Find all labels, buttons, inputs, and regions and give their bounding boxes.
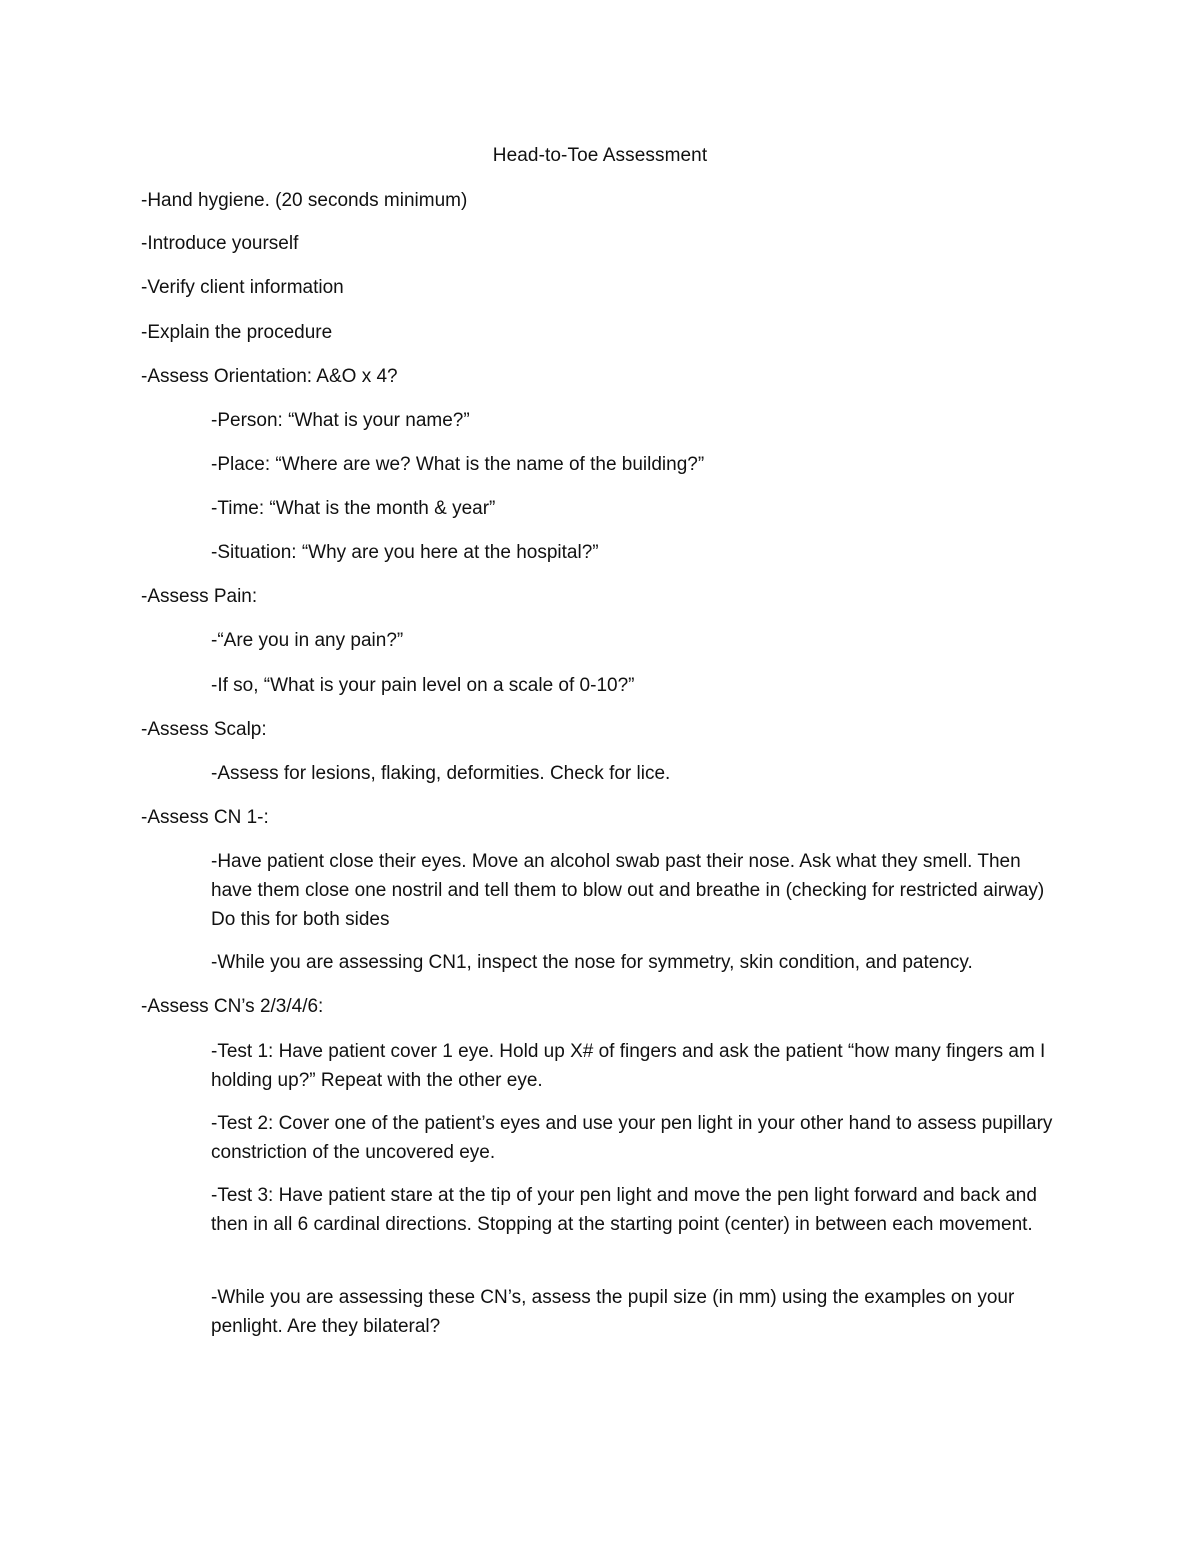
cn-test-2: -Test 2: Cover one of the patient’s eyes and use your pen light in your other hand to assess pupillary constriction of the uncovered eye. xyxy=(211,1113,1053,1163)
step-assess-cn1: -Assess CN 1-: xyxy=(141,807,269,828)
cn-test-3: -Test 3: Have patient stare at the tip of your pen light and move the pen light forward and back and then in all 6 cardinal directions. Stopping at the starting point (center) in between each movement. xyxy=(211,1185,1037,1235)
cn1-inspect-nose: -While you are assessing CN1, inspect the nose for symmetry, skin condition, and patency. xyxy=(211,952,973,973)
orientation-person: -Person: “What is your name?” xyxy=(211,410,470,431)
orientation-time: -Time: “What is the month & year” xyxy=(211,498,496,519)
orientation-situation: -Situation: “Why are you here at the hospital?” xyxy=(211,542,599,563)
orientation-place: -Place: “Where are we? What is the name of the building?” xyxy=(211,454,705,475)
cn-test-1: -Test 1: Have patient cover 1 eye. Hold up X# of fingers and ask the patient “how many fingers am I holding up?” Repeat with the other eye. xyxy=(211,1041,1046,1091)
cn1-procedure: -Have patient close their eyes. Move an alcohol swab past their nose. Ask what they smell. Then have them close one nostril and tell them to blow out and breathe in (checking for restricted airway) Do this for both sides xyxy=(211,851,1045,930)
step-assess-cn-2346: -Assess CN’s 2/3/4/6: xyxy=(141,996,324,1017)
step-hand-hygiene: -Hand hygiene. (20 seconds minimum) xyxy=(141,190,468,211)
cn-pupil-size: -While you are assessing these CN’s, assess the pupil size (in mm) using the examples on your penlight. Are they bilateral? xyxy=(211,1287,1015,1337)
pain-question: -“Are you in any pain?” xyxy=(211,630,404,651)
step-explain-procedure: -Explain the procedure xyxy=(141,322,333,343)
step-assess-pain: -Assess Pain: xyxy=(141,586,258,607)
scalp-check: -Assess for lesions, flaking, deformities. Check for lice. xyxy=(211,763,671,784)
step-assess-scalp: -Assess Scalp: xyxy=(141,719,267,740)
step-introduce: -Introduce yourself xyxy=(141,233,299,254)
document-title: Head-to-Toe Assessment xyxy=(492,145,708,166)
step-assess-orientation: -Assess Orientation: A&O x 4? xyxy=(141,366,398,387)
step-verify-client: -Verify client information xyxy=(141,277,344,298)
pain-scale: -If so, “What is your pain level on a scale of 0-10?” xyxy=(211,675,635,696)
